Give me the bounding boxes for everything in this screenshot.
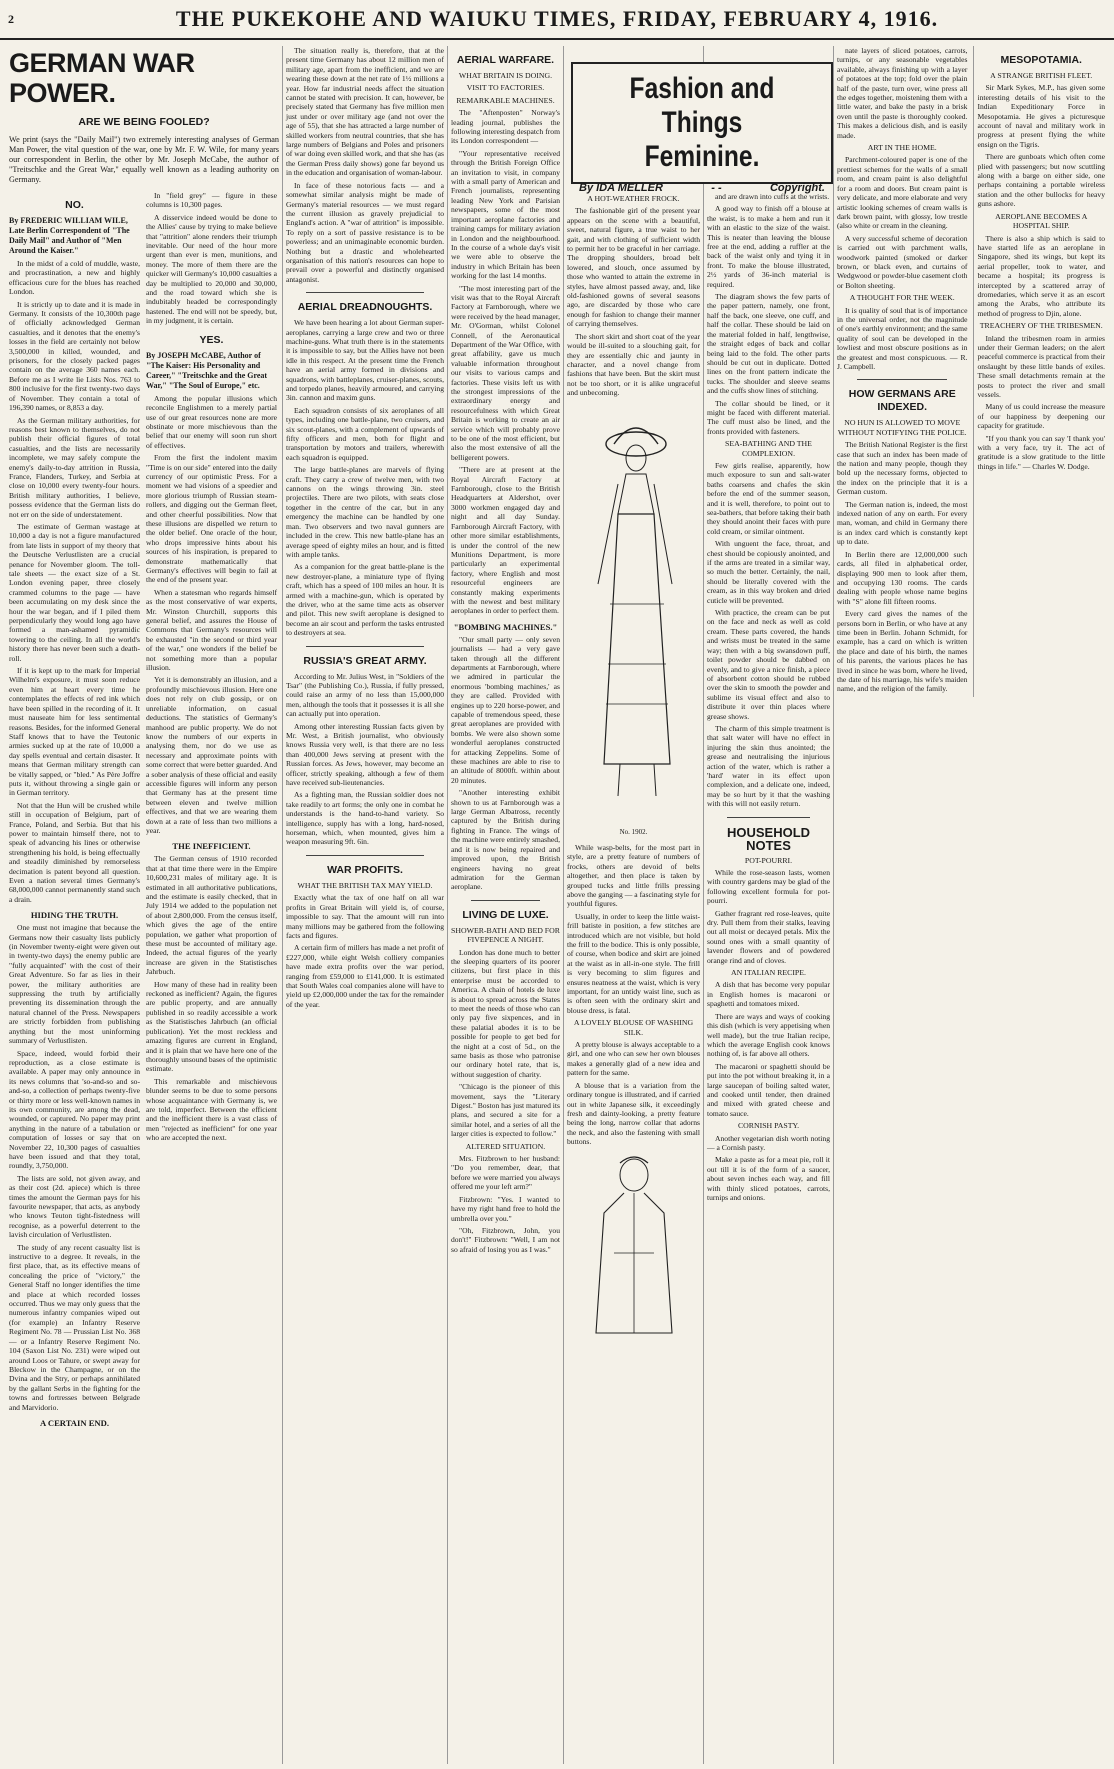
paragraph: The collar should be lined, or it might be faced with different material. The cuff must also be lined, and the fronts provided with fasteners. [707,398,830,436]
column-2 [282,46,447,1764]
paragraph: When a statesman who regards himself as the most conservative of war experts, Mr. Winston Churchill, supports this general belief, and assures the House of Commons that Germany's resources will be exhausted "in the second or third year of the war," one wonders if the belief be not something more than a popular illusion. [146,587,277,673]
masthead-title: THE PUKEKOHE AND WAIUKU TIMES, FRIDAY, FEBRUARY 4, 1916. [175,6,939,31]
paragraph: A dish that has become very popular in English homes is macaroni or spaghetti and tomatoes mixed. [707,980,830,1009]
divider [857,379,947,380]
paragraph: "The most interesting part of the visit was that to the Royal Aircraft Factory at Farnborough, where we were received by the head manager, Mr. O'Gorman, whilst Colonel Connell, of the Aeronautical Department of the War Office, with great affability, gave us much valuable information throughout our visits to various camps and factories. These visits left us with the strongest impressions of the extraordinary energy and resourcefulness with which Great Britain is working to create an air service which will probably prove to be one of the most efficient, but also the most extensive of all the belligerent powers. [451,283,560,462]
headline-aerial-dreadnoughts: AERIAL DREADNOUGHTS. [297,301,433,314]
paragraph: A good way to finish off a blouse at the waist, is to make a hem and run it with an elastic to the size of the waist. This is neater than leaving the blouse free at the end, adding a ruffler at the back of the waist only and tying it in front. To make the blouse illustrated, 2½ yards of 36-inch material is required. [707,204,830,289]
byline-mccabe: By JOSEPH McCABE, Author of "The Kaiser: His Personality and Career," "Treitschke and the Great War," "The Soul of Europe," etc. [146,350,268,390]
byline-wile: By FREDERIC WILLIAM WILE, Late Berlin Correspondent of "The Daily Mail" and Author of "Men Around the Kaiser." [9,216,130,255]
paragraph: A blouse that is a variation from the ordinary tongue is illustrated, and if carried out in white Japanese silk, it exceedingly fresh and dainty-looking, a pretty feature being the long, narrow collar that adorns the neck, and also the fastening with small buttons. [567,1080,700,1147]
paragraph: Inland the tribesmen roam in armies under their German leaders; on the alert peaceful commerce is practical from their onslaught by these little bands of exiles. These small detachments remain at the posts to protect the river and small vessels. [977,333,1105,399]
paragraph: Among the popular illusions which reconcile Englishmen to a merely partial use of our great resources none are more obstinate or more mischievous than the belief that our enemy will soon run short of effectives. [146,393,277,450]
paragraph: The estimate of German wastage at 10,000 a day is not a figure manufactured from late lists in support of my theory that the Deutsche Verlustlisten are a crucial penance for November gloom. The toll-tale sheets — the exact size of a St. London evening paper, three closely crammed columns to the page — have been accumulating on my desk since the hour the war began, and if I piled them perpendicularly they would long ago have formed a man-ashamed pyramidic towering to the ceiling. In all the world's history there has never been such a death-roll. [9,521,140,663]
paragraph: Each squadron consists of six aeroplanes of all types, including one battle-plane, two cruisers, and six scout-planes, with a complement of upwards of fifty officers and men, both for flight and transportation by motors and trailers, wherewith each squadron is equipped. [286,405,444,462]
paragraph: Exactly what the tax of one half on all war profits in Great Britain will yield is, of course, impossible to say. That the amount will run into many millions may be gathered from the following facts and figures. [286,893,444,940]
paragraph: From the first the indolent maxim "Time is on our side" entered into the daily currency of our optimistic Press. For a moment we had visions of a speedier and more glorious triumph of Russian steam-rollers, and digging out the German fleet, and other cheerful possibilities. Now that these illusions are dispelled we return to the older belief. One oracle of the hour, who drops impressive hints about his sources of his inspiration, is prepared to demonstrate mathematically that Germany's effectives will begin to fail at the end of the present year. [146,453,277,585]
paragraph: We have been hearing a lot about German super-aeroplanes, carrying a large crew and two or three machine-guns. What truth there is in the statements it is impossible to say, but the Allies have not been idle in this respect. At the present time the French have an aerial army formed in divisions and squadrons, with battleplanes, cruiser-planes, scouts, and torpedo planes, heavily armoured, and carrying 3in. cannon and maxim guns. [286,318,444,403]
section-inefficient: THE INEFFICIENT. [172,841,251,852]
paragraph: One must not imagine that because the Germans now their casualty lists publicly (in November twenty-eight were given out in twenty-two days) the enemy public are "fully acquainted" with the cost of their Great Adventure. So far as lies in their power, the military authorities are suppressing the truth by artificially preventing its dissemination through the natural channel of the Press. Newspapers are strictly forbidden from publishing anything but the most uninforming summary of Verlustlisten. [9,923,140,1046]
paragraph: nate layers of sliced potatoes, carrots, turnips, or any seasonable vegetables available, always finishing up with a layer of potatoes at the top; fold over the plain half of the paste, turn over, wine press all the edges together, moistening them with a little water, and bake the pasty in a brisk oven until the paste is thoroughly cooked. This makes a delicious dish, and is easily made. [837,46,968,140]
section-pot-pourri: POT-POURRI. [744,855,793,865]
section-hot-weather-frock: A HOT-WEATHER FROCK. [587,194,680,203]
blouse-figure-icon [574,1153,694,1353]
paragraph: The German nation is, indeed, the most indexed nation of any on earth. For every man, woman, and child in Germany there is an index card which is constantly kept up to date. [837,499,968,547]
paragraph: Many of us could increase the measure of our happiness by deepening our capacity for gratitude. [977,402,1105,431]
paragraph: Not that the Hun will be crushed while still in occupation of Belgium, part of France, Poland, and Serbia. But that his power to maintain himself there, not to speak of advancing his lines or otherwise strengthening his hold, is being effectually and steadily diminished by remorseless decimation is patent beyond all question. Even a nation several times Germany's 68,000,000 cannot permanently stand such a drain. [9,800,140,904]
paragraph: While wasp-belts, for the most part in style, are a pretty feature of numbers of frocks, others are devoid of belts altogether, and then place is taken by grouped tucks and little frills pressing above the ganging — a fascinating style for youthful figures. [567,842,700,909]
subhead-are-we-being-fooled: ARE WE BEING FOOLED? [78,116,210,128]
section-hiding-truth: HIDING THE TRUTH. [30,910,119,921]
section-cornish-pasty: CORNISH PASTY. [737,1121,800,1131]
fashion-dashes: - - [711,182,722,194]
section-no: NO. [65,199,84,211]
paragraph: London has done much to better the sleeping quarters of its poorer citizens, but first place in this enterprise must be accorded to America. A chain of hotels de luxe is about to spread across the States to meet the needs of those who can only pay five sixpences, and in these palatial abodes it is to be possible for people to get bed for the night at a cost of 5d., on the same basis as those who patronise our ordinary hotel rate, that is, without suggestion of charity. [451,947,560,1079]
paragraph: "Chicago is the pioneer of this movement, says the "Literary Digest." Boston has just matured its plans, and secured a site for a similar hotel, and a series of all the larger cities is expected to follow." [451,1082,560,1139]
headline-living-de-luxe: LIVING DE LUXE. [462,908,549,921]
paragraph: Every card gives the names of the persons born in Berlin, or who have at any time been in Berlin. Johann Schmidt, for example, has a card on which is written the place and date of his birth, the names of his parents, the various places he has lived in since he was born, where he lived, the date of his marriage, his wife's maiden name, and the religion of the family. [837,609,968,694]
frock-illustration [567,404,700,824]
paragraph: A very successful scheme of decoration is carried out with parchment walls, woodwork painted (smoked or darker brown, or black even, and curtains of Wedgwood or powder-blue casement cloth or Bolton sheeting. [837,233,968,290]
section-treachery-tribesmen: TREACHERY OF THE TRIBESMEN. [979,321,1103,331]
german-yes-col [146,191,277,1431]
paragraph: Make a paste as for a meat pie, roll it out till it is of the form of a saucer, about seven inches each way, and fill with thinly sliced potatoes, carrots, turnips and onions. [707,1155,830,1202]
paragraph: Among other interesting Russian facts given by Mr. West, a British journalist, who obviously knows Russia very well, is that there are no less than 400,000 Jews serving at present with the Russian forces. As Jews, however, may become an officer, strictly speaking, although a few of them have received sub-lieutenancies. [286,721,444,788]
section-certain-end: A CERTAIN END. [39,1417,109,1428]
paragraph: Fitzbrown: "Yes. I wanted to have my right hand free to hold the umbrella over you." [451,1194,560,1223]
headline-russias-great-army: RUSSIA'S GREAT ARMY. [303,654,427,667]
columns [6,46,1108,1764]
fashion-title-line2: Feminine. [644,140,760,173]
paragraph: With unguent the face, throat, and chest should be copiously anointed, and if the arms are treated in a similar way, so much the better. Certainly, the nail, should be literally covered with the cream, as in this way broken and dried cuticle will be prevented. [707,539,830,605]
paragraph: There is also a ship which is said to have started life as an aeroplane in Singapore, shed its wings, but kept its aerial propeller, took to water, and became a hospital; its progress is intercepted by a scattered array of dromedaries, which serve it as an escort among the Arabs, who attribute its method of progress to Djin, alone. [977,233,1105,318]
divider [471,900,540,901]
masthead [0,0,1114,40]
paragraph: The fashionable girl of the present year appears on the scene with a beautiful, sweet, natural figure, a true waist to her gait, and with clothing of sufficient width to permit her to be graceful in her carriage. The dropping shoulders, broad belt lowered, and slouch, once assumed by those who wanted to attain the extreme in styles, have almost passed away, and, like old-fashioned gowns of several seasons ago, are discarded by those who care enough for fashion to change their manner of carrying themselves. [567,206,700,329]
paragraph: In Berlin there are 12,000,000 such cards, all filed in alphabetical order, displaying 900 men to look after them, and occupying 130 rooms. The cards dealing with people whose name begins with "S" alone fill fifteen rooms. [837,549,968,606]
paragraph: In the midst of a cold of muddle, waste, and procrastination, a new and highly efficacious cure for the blues has reached London. [9,259,140,297]
section-art-in-home: ART IN THE HOME. [867,143,937,153]
column-7 [833,46,1108,1764]
frock-figure-icon [574,404,694,824]
section-bombing-machines: "BOMBING MACHINES." [453,621,558,632]
paragraph: This remarkable and mischievous blunder seems to be due to some persons whose acquaintance with Germany is, we are told, imperfect. Between the efficient and the inefficient there is a vast class of men "rejected as inefficient" for one year who are accepted the next. [146,1076,277,1143]
col7-left [837,46,967,697]
fashion-title-line1: Fashion and Things [629,72,775,139]
article-intro: We print (says the "Daily Mail") two extremely interesting analyses of German Man Power, the vital question of the war, one by Mr. F. W. Wile, for many years our correspondent in Berlin, the other by Mr. Joseph McCabe, the author of "Treitschke and the Great War," equally well known as a leading authority on Germany. [9,135,279,184]
paragraph: While the rose-season lasts, women with country gardens may be glad of the following excellent formula for pot-pourri. [707,868,830,906]
paragraph: Yet it is demonstrably an illusion, and a profoundly mischievous illusion. Here one does not rely on club gossip, or on unreliable information, on casual deductions. The statistics of Germany's manhood are public property. We do not know the numbers of our experts in analysing them, nor do we use as necessary and approximate points with some correct that were better guarded. And a sober analysis of these official and easily accessible figures will inform any person that Germany has at the present time between eleven and twelve million effectives, and that we are wearing them down at a rate of less than two millions a year. [146,675,277,835]
paragraph: There are gunboats which often come plied with passengers; but now scuttling along with a barge on either side, one perhaps containing a portable wireless station and the other bullocks for heavy guns ashore. [977,152,1105,209]
blouse-illustration [567,1153,700,1353]
paragraph: Space, indeed, would forbid their reproduction, as a close estimate is available. A paper may only announce in its news columns that 'so-and-so and so-and-so, a collection of perhaps twenty-five or thirty more or less well-known names in its own community, are among the dead, wounded, or captured. No paper may print anything in the nature of a tabulation or computation of losses or say that on November 22, 10,300 pages of casualties have been issued and that they total, roundly, 3,750,000. [9,1048,140,1171]
section-yes: YES. [199,333,224,346]
paragraph: A certain firm of millers has made a net profit of £227,000, while eight Welsh colliery companies have made extra profits over the war period, ranging from £59,000 to £141,000. It is estimated that South Wales coal companies alone will have to yield up £2,000,000 under the tax for the remainder of the year. [286,943,444,1009]
paragraph: Parchment-coloured paper is one of the prettiest schemes for the walls of a small room, and cream paint is also delightful for a room and doors. But cream paint is very delicate, and more elaborate and very artistic looking schemes of cream walls is dark brown paint, with glossy, low trestle (also white or cream in the cleaning. [837,155,968,231]
paragraph: Sir Mark Sykes, M.P., has given some interesting details of his visit to the Indian Expeditionary Force in Mesopotamia. He gives a picturesque account of naval and military work in progress at present flying the white ensign on the Tigris. [977,83,1105,149]
paragraph: Mrs. Fitzbrown to her husband: "Do you remember, dear, that before we were married you always offered me your left arm?" [451,1154,560,1192]
german-no-col [9,191,140,1431]
paragraph: As a fighting man, the Russian soldier does not take readily to art forms; the only one in combat he understands is the hand-to-hand variety. So intelligence, supply has with a long, hard-nosed, horseman, which, when mounted, gives him a weapon measuring 9ft. 6in. [286,790,444,847]
section-altered-situation: ALTERED SITUATION. [465,1141,546,1151]
paragraph: "Another interesting exhibit shown to us at Farnborough was a large German Albatross, recently captured by the British during fighting in France. The wings of the machine were entirely smashed, and it is now being repaired and improved upon, the British engineers having no great admiration for the German aeroplane. [451,788,560,892]
subhead-remarkable-machines: REMARKABLE MACHINES. [456,95,555,105]
paragraph: Few girls realise, apparently, how much exposure to sun and salt-water baths coarsens and chafes the skin before the end of the summer season, and it is well, therefore, to point out to sea-bathers, that before taking their bath they should anoint their faces with pure cold cream, or similar ointment. [707,460,830,536]
subhead-strange-british-fleet: A STRANGE BRITISH FLEET. [990,71,1093,80]
paragraph: According to Mr. Julius West, in "Soldiers of the Tsar" (the Publishing Co.), Russia, if fully pressed, could raise an army of no less than 15,000,000 men, although the tools that it possesses it is all she can actually put into operation. [286,671,444,719]
subhead-visit-to-factories: VISIT TO FACTORIES. [466,83,545,93]
paragraph: With practice, the cream can be put on the face and neck as well as cold cream. These parts covered, the hands and wrists must be treated in the same way; then with a big swansdown puff, toilet powder should be dabbed on evenly, and to give a nice finish, a piece of absorbent cotton should be rubbed over the skin to smooth the powder and sublime its visual effect and also to distribute it over thin places where grease shows. [707,608,830,721]
paragraph: The lists are sold, not given away, and as their cost (2d. apiece) which is three times the amount the German pays for his favourite newspaper, that acts, as anybody who knows Teuton tight-fistedness will recognise, as a powerful deterrent to the lavish circulation of Verlustlisten. [9,1173,140,1240]
headline-aerial-warfare: AERIAL WARFARE. [456,54,555,66]
subhead-british-tax: WHAT THE BRITISH TAX MAY YIELD. [297,880,433,890]
paragraph: Usually, in order to keep the little waist-frill batiste in position, a few stitches are introduced which are not visible, but hold the frill to the bodice. This is only possible, of course, when bodice and skirt are joined at the waist as in all-in-one style. The frill is very becoming to slim figures and ensures neatness at the waist, which is very important, for an untidy waist line, such as is often seen with the ordinary skirt and blouse dress, is fatal. [567,911,700,1015]
paragraph: Another vegetarian dish worth noting — a Cornish pasty. [707,1133,830,1152]
paragraph: The British National Register is the first case that such an index has been made of the nation and many people, though they bold up the necessary forms, objected to the index on the principle that it is a German custom. [837,440,968,497]
paragraph: "Oh, Fitzbrown, John, you don't!" Fitzbrown: "Well, I am not so afraid of losing you as I was." [451,1225,560,1254]
paragraph: The charm of this simple treatment is that salt water will have no effect in injuring the skin thus anointed; the grease and neutralising the injurious action of the water, which is rather a 'hard' water in its effect upon complexion, and a delicate one, indeed, may be so hurt by it that the washing with this will not easily return. [707,723,830,809]
paragraph: In "field grey" — figure in these columns is 10,300 pages. [146,191,277,210]
paragraph: It is strictly up to date and it is made in Germany. It consists of the 10,300th page of officially acknowledged German casualties, and it denotes that the enemy's losses in the field are certainly not below 3,500,000 in killed, wounded, and prisoners, for the closely packed pages contain on the average 360 names each. Before me as I write lie Lists Nos. 763 to 800 inclusive for the first twenty-two days of November. They contain a total of 196,390 names, or 8,853 a day. [9,299,140,413]
section-italian-recipe: AN ITALIAN RECIPE. [731,968,806,978]
paragraph: The short skirt and short coat of the year would be ill-suited to a slouching gait, for they are essentially chic and jaunty in character, and a novel change from fashions that have been. But the skirt must not be too short, or it is alike ungraceful and unbecoming. [567,331,700,398]
paragraph: The large battle-planes are marvels of flying craft. They carry a crew of twelve men, with two cannons on the wings throwing 3in. steel projectiles. There are two pilots, with seats close together in the centre of the car, but in any emergency the machine can be handled by one man. Two observers and two naval gunners are included in the crew. This new battle-plane has an average speed of eighty miles an hour, and is fitted with ample tanks. [286,465,444,559]
paragraph: A pretty blouse is always acceptable to a girl, and one who can sew her own blouses makes a generally glad of a new idea and pattern for the same. [567,1040,700,1078]
paragraph: and are drawn into cuffs at the wrists. [715,192,830,201]
paragraph: The situation really is, therefore, that at the present time Germany has about 12 million men of military age, apart from the inefficient, and we are wearing these down at the net rate of 1½ millions a year. How far industrial needs affect the situation cannot be stated with precision. It can, however, be precisely stated that Germany has five million men just under or over military age (and not over the age of 55), that she has attracted a large number of skilled workers from neutral countries, that she has large numbers of Belgians and Poles and prisoners of war doing even skilled work, and that she has (as the German Press daily shows) gone far beyond us in the education and organisation of woman-labour. [286,46,444,178]
paragraph: As the German military authorities, for reasons best known to themselves, do not publish their official figures of total casualties, and the lists are necessarily incomplete, we may safely compute the enemy's daily-to-day attrition in Russia, France, Flanders, Turkey, and Serbia at close on 10,000 every twenty-four hours. British military authorities, I believe, possess evidence that the German lists do not err on the side of understatement. [9,415,140,519]
paragraph: "Our small party — only seven journalists — had a very gave taken through all the different departments at Farnborough, where we admired in particular the enormous 'bombing machines,' as they are called. Provided with engines up to 220 horse-power, and capable of tremendous speed, these great aeroplanes are provided with bombs. We were also shown some wonderful aeroplanes constructed for attacking Zeppelins. Some of these machines are able to rise to an altitude of 8000ft. within about 20 minutes. [451,634,560,785]
paragraph: Gather fragrant red rose-leaves, quite dry. Pull them from their stalks, leaving out all moist or decayed petals. Mix the sound ones with a small quantity of lavender flowers and of powdered orange rind and of cloves. [707,908,830,965]
fashion-byline [579,184,825,193]
section-thought-for-week: A THOUGHT FOR THE WEEK. [849,293,955,303]
paragraph: It is quality of soul that is of importance in the universal order, not the magnitude of one's earthly environment; and the same quality of soul can be developed in the lowliest and most obscure positions as in the greatest and most conspicuous. — R. J. Campbell. [837,305,968,371]
paragraph: A disservice indeed would be done to the Allies' cause by trying to make believe that "attrition" alone renders their triumph inevitable. Our need of the hour more urgent than ever is men, munitions, and money. The more of them there are the quicker will Germany's 10,000 casualties a day be multiplied to 20,000 and 30,000, and the road toward which she is indubitably headed be correspondingly hastened. The end will not be speedy, but, in my judgment, it is certain. [146,212,277,326]
col7-right [973,46,1105,697]
paragraph: If it is kept up to the mark for Imperial Wilhelm's exposure, it must soon reduce even him at heart every time he contemplates the effects of red ink which have been spilled in the recording of it. It must nauseate him for less sentimental reasons. Besides, for the informed General Staff knows that to have the Teutonic armies sucked up at the rate of 10,000 a day spells eventual and certain disaster. It means that German military strength can be vitally sapped, or "bled." As Père Joffre puts it, without throwing a single gain or in German territory. [9,666,140,798]
section-lovely-blouse: A LOVELY BLOUSE OF WASHING SILK. [573,1018,694,1037]
paragraph: The diagram shows the few parts of the paper pattern, namely, one front, half the back, one sleeve, one cuff, and half the collar. These should be laid on the material folded in half, lengthwise, the straight edges of back and collar being laid to the fold. The other parts should be cut out in duplicate. Dotted lines on the front pattern indicate the tucks. The shoulder and sleeve seams and the cuffs show lines of stitching. [707,292,830,396]
headline-war-profits: WAR PROFITS. [327,863,403,876]
section-sea-bathing: SEA-BATHING AND THE COMPLEXION. [725,439,812,458]
fashion-author: By IDA MELLER [579,182,663,194]
subhead-no-hun: NO HUN IS ALLOWED TO MOVE WITHOUT NOTIFYING THE POLICE. [837,418,967,437]
page-number: 2 [8,12,15,26]
headline-mesopotamia: MESOPOTAMIA. [1000,54,1082,66]
fashion-copyright: Copyright. [769,182,825,194]
divider [306,646,424,647]
subhead-shower-bath: SHOWER-BATH AND BED FOR FIVEPENCE A NIGHT. [451,925,560,945]
divider [306,292,424,293]
section-aeroplane-hospital-ship: AEROPLANE BECOMES A HOSPITAL SHIP. [995,211,1088,231]
paragraph: "Your representative received through the British Foreign Office an invitation to visit, in company with a small party of American and French journalists, representing leading New York and Parisian newspapers, some of the most important aeroplane factories and training camps for military aviation in London and the neighbourhood. In the course of a whole day's visit we were able to observe the industry in which Britain has been working for the last 14 months. [451,148,560,281]
paragraph: The study of any recent casualty list is instructive to a degree. It reveals, in the first place, that, as its effective means of concealing the price of "victory," the General Staff no longer identifies the time and place at which recorded losses occurred. Thus we may only guess that the numerous infantry companies wiped out (for example) an Infantry Reserve Regiment No. 78 — Prussian List No. 368 — or a Infantry Reserve Regiment No. 104 (Saxon List No. 231) were wiped out around Loos or Tahure, or swept away for Bleckow in the Champagne, or on the Dvina and the Stry, or perhaps annihilated by the gallant Serbs in the fighting for the towns and fortresses between Belgrade and Marvidorio. [9,1242,140,1412]
paragraph: The macaroni or spaghetti should be put into the pot without breaking it, in a large saucepan of boiling salted water, and cooked until tender, then drained and mixed with grated cheese and tomato sauce. [707,1061,830,1118]
paragraph: In face of these notorious facts — and a somewhat similar analysis might be made of Germany's material resources — we must regard the current illusion as gravely prejudicial to England's action. A "war of attrition" is impossible. To reply on a sort of passive resistance is to be powerless; and an unimaginable economic burden. Nothing but a drastic and wholehearted organisation of this nation's resources can hope to prevail over a powerful and distinctly organised antagonist. [286,180,444,284]
paragraph: How many of these had in reality been reckoned as inefficient? Again, the figures are public property, and are annually published in so readily accessible a work as the Statistisches Jahrbuch (an official publication). Yet the most reckless and amazing figures are current in England, and it is plain that we have here one of the thoroughly unsound bases of the optimistic estimate. [146,979,277,1074]
headline-household-notes: HOUSEHOLD NOTES [726,824,811,853]
paragraph: The German census of 1910 recorded that at that time there were in the Empire 10,600,231 males of military age. It is estimated in all authoritative publications, and the estimate is easily checked, that in July 1914 we added to the population net of about 2,800,000. From the census itself, which gives the age of the entire population, we gather what proportion of these must be accounted of military age. Indeed, the actual figures of the yearly increase are given in the Statistisches Jahrbuch. [146,854,277,977]
column-5 [703,46,833,1764]
figure-caption: No. 1902. [619,827,648,836]
subhead-what-britain-is-doing: WHAT BRITAIN IS DOING. [458,71,553,80]
paragraph: There are ways and ways of cooking this dish (which is very appetising when well made), but the true Italian recipe, which the average English cook knows nothing of, is far above all others. [707,1011,830,1059]
fashion-header-box [571,62,833,194]
column-1 [6,46,282,1764]
headline-german-war-power: GERMAN WAR POWER. [9,48,195,108]
column-3 [447,46,563,1764]
col7-split [837,46,1105,697]
paragraph: "There are at present at the Royal Aircraft Factory at Farnborough, close to the British Headquarters at Aldershot, over 3000 workmen engaged day and night and all day Sunday. Farnborough Aircraft Factory, with other more similar establishments, is under the control of the new Munitions Department, is more particularly an experimental factory, where English and most resourceful engineers are constantly making experiments with the newest and best military aeroplanes in order to perfect them. [451,465,560,616]
divider [727,817,810,818]
german-two-col [9,191,279,1431]
divider [306,855,424,856]
headline-how-germans-indexed: HOW GERMANS ARE INDEXED. [848,388,956,414]
paragraph: As a companion for the great battle-plane is the new destroyer-plane, a miniature type of flying craft, which has a speed of 100 miles an hour. It is armed with a machine-gun, which is operated by the driver, who at the same time acts as observer and pilot. This new swift aeroplane is designed to become an air scout and perform the tasks entrusted to destroyers at sea. [286,562,444,638]
paragraph: "If you thank you can say 'I thank you' with a very face, try it. The act of gratitude is a slow gratitude to the little things in life." — Charles W. Dodge. [977,433,1105,471]
paragraph: The "Aftenposten" Norway's leading journal, publishes the following interesting despatch from its London correspondent — [451,108,560,146]
